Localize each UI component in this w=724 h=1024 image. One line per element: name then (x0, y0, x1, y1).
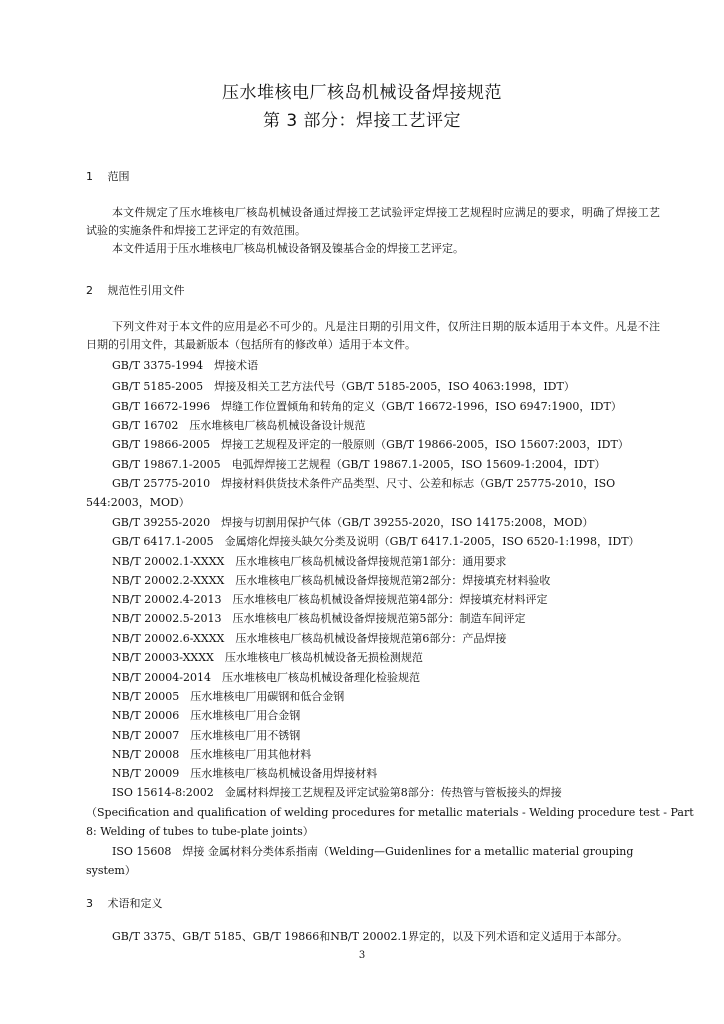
reference-item: ISO 15614-8:2002 金属材料焊接工艺规程及评定试验第8部分：传热管与管板接头的焊接 (112, 786, 562, 799)
reference-item: ISO 15608 焊接 金属材料分类体系指南（Welding—Guidenlines for a metallic material grouping (112, 845, 634, 858)
reference-item: GB/T 16702 压水堆核电厂核岛机械设备设计规范 (112, 419, 366, 432)
document-subtitle: 第 3 部分：焊接工艺评定 (262, 111, 462, 131)
reference-item: NB/T 20002.2-XXXX 压水堆核电厂核岛机械设备焊接规范第2部分：焊接填充材料验收 (112, 574, 551, 587)
scope-paragraph-2: 本文件适用于压水堆核电厂核岛机械设备钢及镍基合金的焊接工艺评定。 (112, 242, 464, 255)
reference-item: GB/T 19867.1-2005 电弧焊焊接工艺规程（GB/T 19867.1-2005，ISO 15609-1:2004，IDT） (112, 458, 606, 471)
references-intro: 下列文件对于本文件的应用是必不可少的。凡是注日期的引用文件，仅所注日期的版本适用于本文件。凡是不注日期的引用文件，其最新版本（包括所有的修改单）适用于本文件。 (86, 320, 660, 351)
section-heading-terms (86, 895, 163, 911)
reference-item: NB/T 20002.5-2013 压水堆核电厂核岛机械设备焊接规范第5部分：制造车间评定 (112, 612, 526, 625)
reference-item-continued: 8: Welding of tubes to tube-plate joints） (86, 825, 314, 838)
reference-item: NB/T 20007 压水堆核电厂用不锈钢 (112, 729, 301, 742)
reference-item: GB/T 6417.1-2005 金属熔化焊接头缺欠分类及说明（GB/T 6417.1-2005，ISO 6520-1:1998，IDT） (112, 535, 640, 548)
reference-item-continued: （Specification and qualification of welding procedures for metallic materials - Welding procedure test - Part (86, 806, 694, 819)
reference-item: GB/T 25775-2010 焊接材料供货技术条件产品类型、尺寸、公差和标志（GB/T 25775-2010，ISO (112, 477, 616, 490)
section-title: 规范性引用文件 (107, 284, 185, 297)
section-heading-normative-references (86, 282, 185, 298)
reference-item: NB/T 20002.6-XXXX 压水堆核电厂核岛机械设备焊接规范第6部分：产品焊接 (112, 632, 507, 645)
reference-item: GB/T 19866-2005 焊接工艺规程及评定的一般原则（GB/T 19866-2005，ISO 15607:2003，IDT） (112, 438, 629, 451)
reference-item: NB/T 20008 压水堆核电厂用其他材料 (112, 748, 312, 761)
reference-item: NB/T 20003-XXXX 压水堆核电厂核岛机械设备无损检测规范 (112, 651, 423, 664)
reference-item-continued: system） (86, 864, 136, 877)
reference-item: GB/T 39255-2020 焊接与切割用保护气体（GB/T 39255-2020，ISO 14175:2008，MOD） (112, 516, 594, 529)
section-number: 1 (86, 170, 93, 183)
reference-item: NB/T 20006 压水堆核电厂用合金钢 (112, 709, 301, 722)
page-number: 3 (358, 950, 366, 961)
reference-item: NB/T 20002.1-XXXX 压水堆核电厂核岛机械设备焊接规范第1部分：通用要求 (112, 555, 507, 568)
reference-item: NB/T 20009 压水堆核电厂核岛机械设备用焊接材料 (112, 767, 378, 780)
reference-item: NB/T 20004-2014 压水堆核电厂核岛机械设备理化检验规范 (112, 671, 420, 684)
section-heading-scope (86, 168, 130, 184)
reference-item: NB/T 20005 压水堆核电厂用碳钢和低合金钢 (112, 690, 345, 703)
scope-paragraph-1: 本文件规定了压水堆核电厂核岛机械设备通过焊接工艺试验评定焊接工艺规程时应满足的要求，明确了焊接工艺试验的实施条件和焊接工艺评定的有效范围。 (86, 206, 660, 237)
reference-item-continued: 544:2003，MOD） (86, 496, 190, 509)
section-number: 3 (86, 897, 93, 910)
reference-item: GB/T 16672-1996 焊缝工作位置倾角和转角的定义（GB/T 16672-1996，ISO 6947:1900，IDT） (112, 400, 622, 413)
section-title: 范围 (107, 170, 130, 183)
section-number: 2 (86, 284, 93, 297)
document-title: 压水堆核电厂核岛机械设备焊接规范 (222, 83, 502, 103)
terms-paragraph: GB/T 3375、GB/T 5185、GB/T 19866和NB/T 20002.1界定的，以及下列术语和定义适用于本部分。 (112, 930, 628, 943)
reference-item: GB/T 3375-1994 焊接术语 (112, 359, 259, 372)
reference-item: NB/T 20002.4-2013 压水堆核电厂核岛机械设备焊接规范第4部分：焊接填充材料评定 (112, 593, 548, 606)
reference-item: GB/T 5185-2005 焊接及相关工艺方法代号（GB/T 5185-2005，ISO 4063:1998，IDT） (112, 380, 575, 393)
section-title: 术语和定义 (107, 897, 163, 910)
